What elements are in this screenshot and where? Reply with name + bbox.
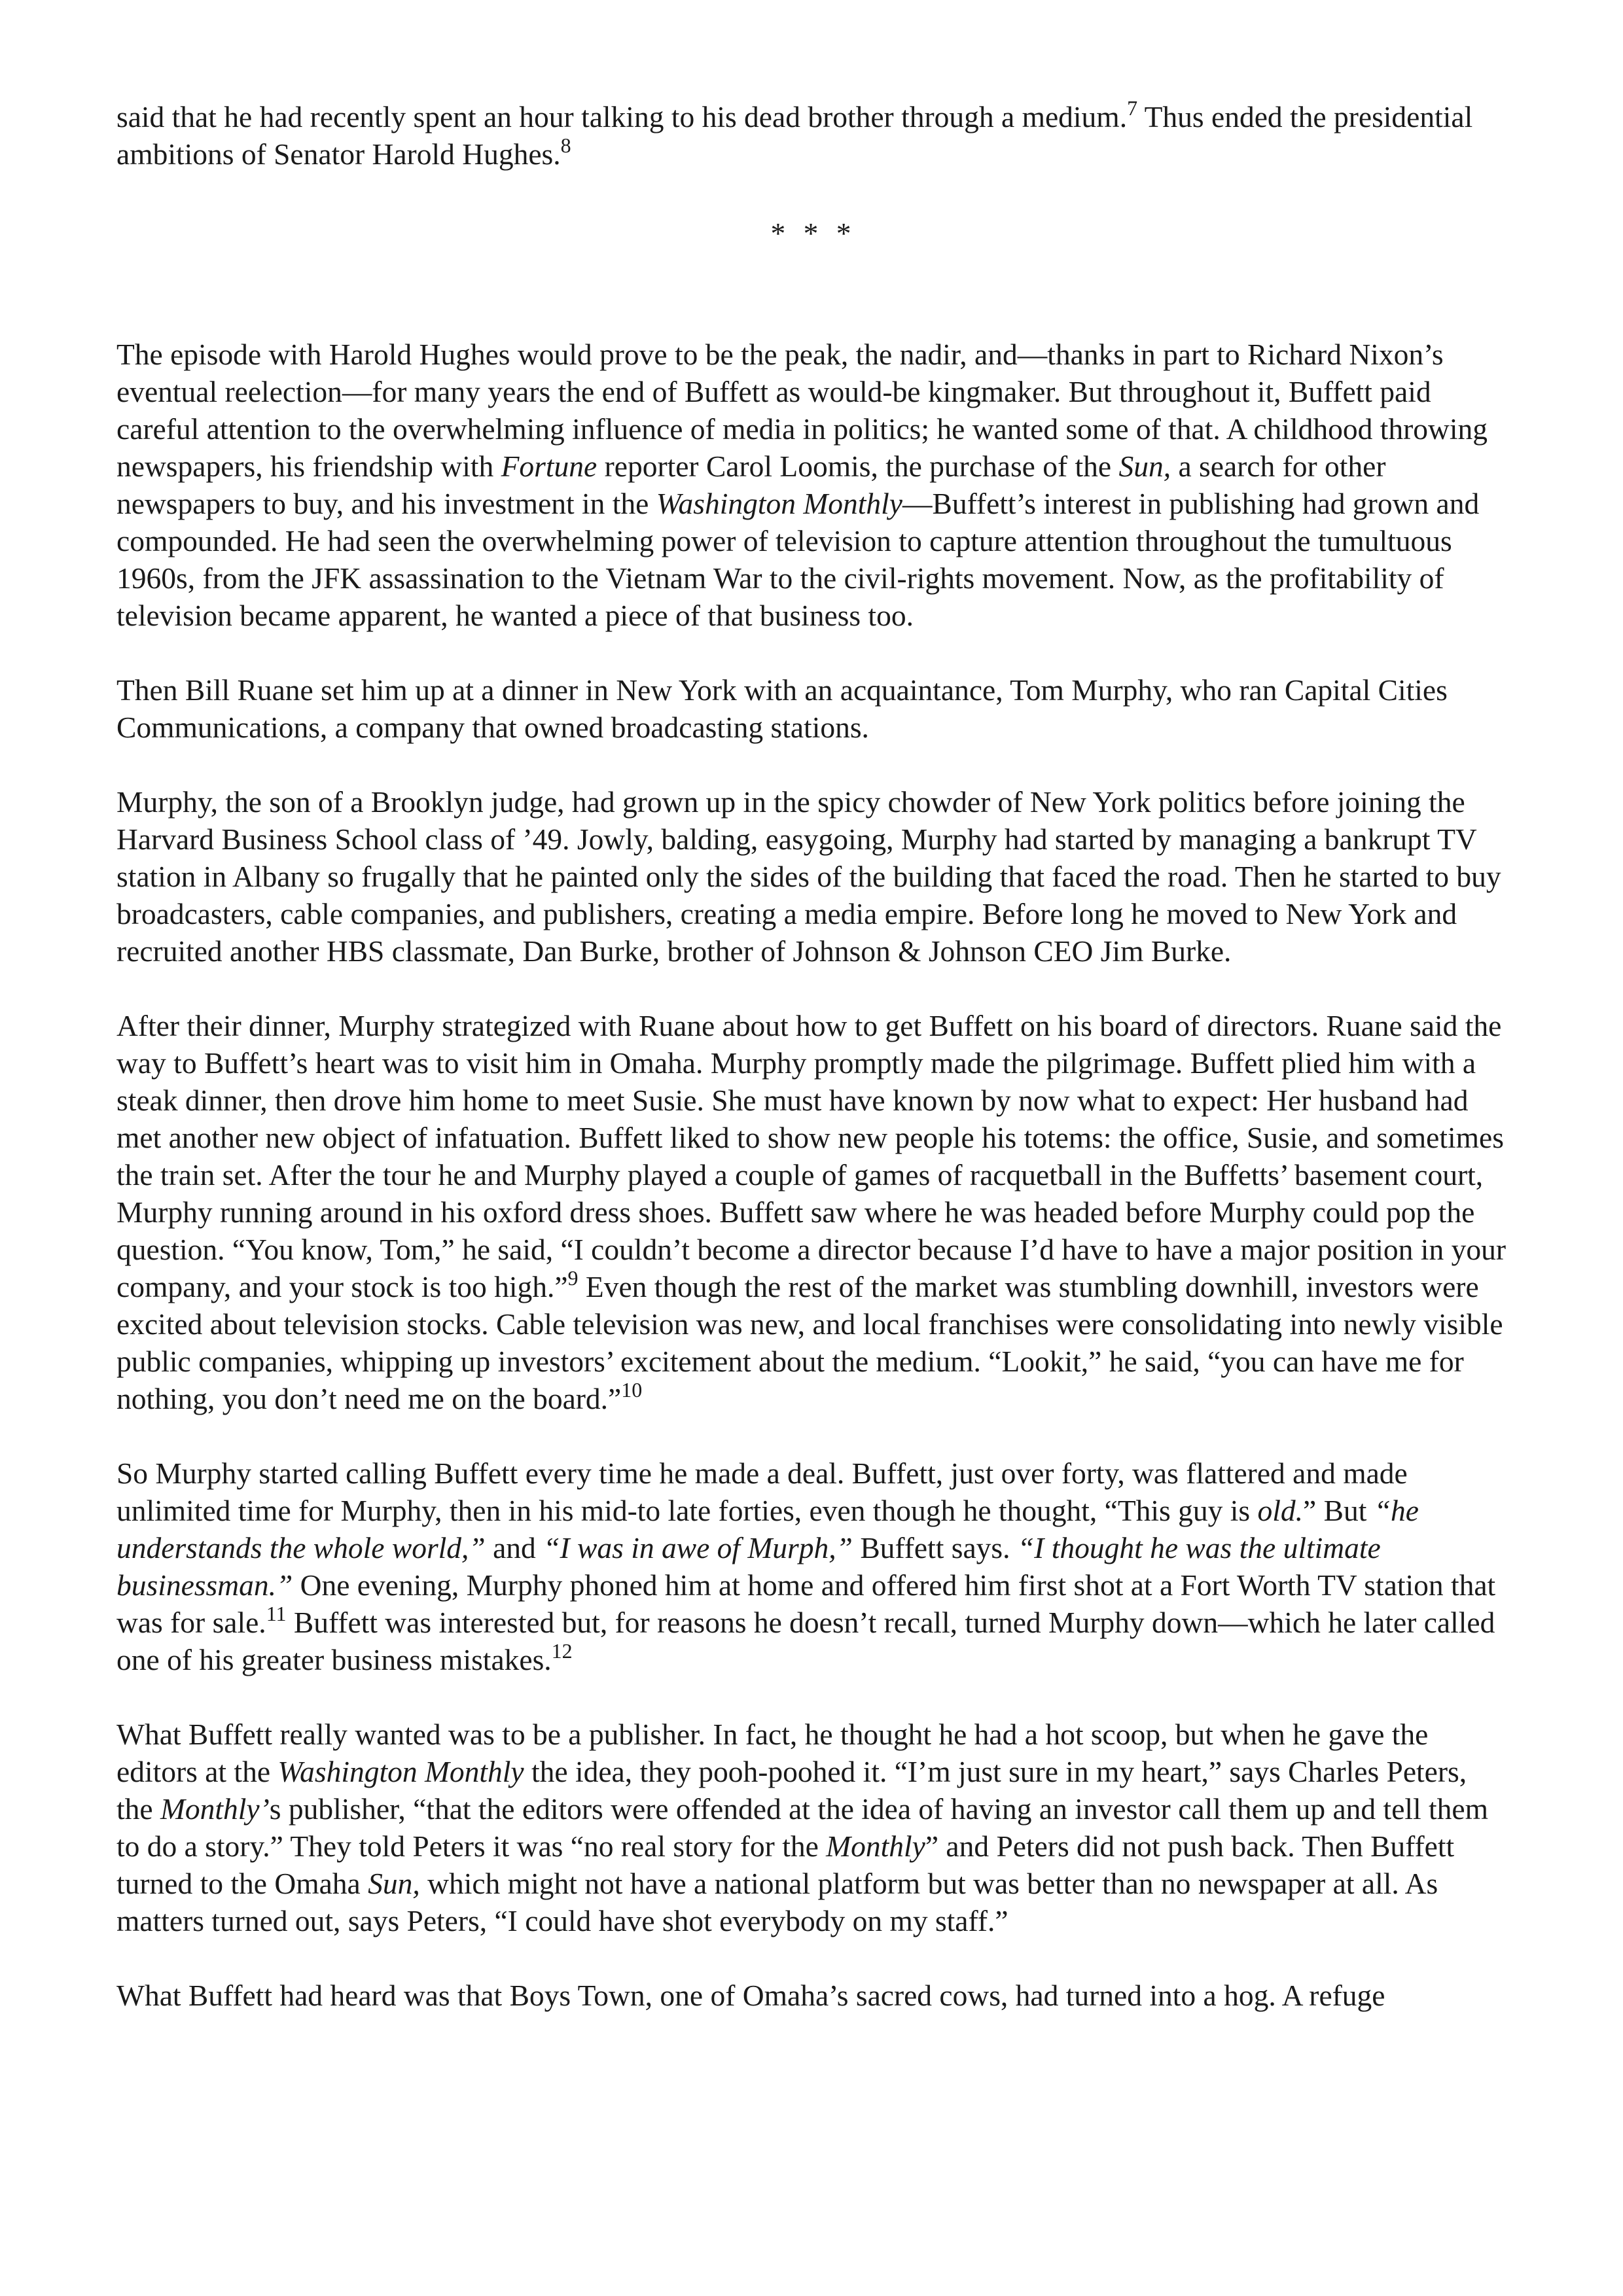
text-run: ” But <box>1303 1494 1374 1527</box>
footnote-ref: 10 <box>621 1377 643 1402</box>
footnote-ref: 7 <box>1127 96 1138 120</box>
paragraph-8 <box>116 1977 1510 2014</box>
italic-text: Monthly’ <box>160 1792 270 1826</box>
paragraph-3 <box>116 671 1510 746</box>
paragraph-6 <box>116 1455 1510 1678</box>
text-run: —Buffett’s interest in publishing had grown and compounded. He had seen the overwhelming power of television to capture attention throughout the tumultuous 1960s, from the JFK assassination to the Vietnam War to the civil-rights movement. Now, as the profitability of television became apparent, he wanted a piece of that business too. <box>116 487 1480 632</box>
italic-text: Fortune <box>501 450 597 483</box>
text-run: a search for other newspapers to buy, and his investment in the <box>116 450 1386 520</box>
text-run: said that he had recently spent an hour talking to his dead brother through a medium. <box>116 100 1128 133</box>
italic-text: “I thought he was the ultimate businessman.” <box>116 1531 1381 1602</box>
footnote-ref: 9 <box>567 1265 579 1290</box>
text-run: Buffett was interested but, for reasons he doesn’t recall, turned Murphy down—which he later called one of his greater business mistakes. <box>116 1606 1495 1676</box>
italic-text: Sun, <box>1118 450 1171 483</box>
paragraph-2 <box>116 336 1510 634</box>
text-run: What Buffett really wanted was to be a publisher. In fact, he thought he had a hot scoop, but when he gave the editors at the <box>116 1718 1429 1788</box>
italic-text: old. <box>1257 1494 1304 1527</box>
text-run: What Buffett had heard was that Boys Town, one of Omaha’s sacred cows, had turned into a hog. A refuge <box>116 1979 1385 2012</box>
text-run: One evening, Murphy phoned him at home and offered him first shot at a Fort Worth TV station that was for sale. <box>116 1568 1496 1639</box>
paragraph-4 <box>116 783 1510 970</box>
text-run: the idea, they pooh-poohed it. “I’m just sure in my heart,” says Charles Peters, the <box>116 1755 1467 1826</box>
italic-text: Washington Monthly <box>656 487 902 520</box>
text-run: reporter Carol Loomis, the purchase of the <box>597 450 1119 483</box>
footnote-ref: 11 <box>266 1601 287 1625</box>
italic-text: Sun, <box>368 1867 420 1900</box>
section-separator: * * * <box>770 217 857 250</box>
text-run: which might not have a national platform but was better than no newspaper at all. As matters turned out, says Peters, “I could have shot everybody on my staff.” <box>116 1867 1438 1937</box>
text-run: s publisher, “that the editors were offended at the idea of having an investor call them up and tell them to do a story.” They told Peters it was “no real story for the <box>116 1792 1489 1863</box>
footnote-ref: 12 <box>551 1638 573 1663</box>
text-run: Even though the rest of the market was stumbling downhill, investors were excited about television stocks. Cable television was new, and local franchises were consolidating into newly visible public companies, whipping up investors’ excitement about the medium. “Lookit,” he said, “you can have me for nothing, you don’t need me on the board.” <box>116 1270 1503 1415</box>
text-run: The episode with Harold Hughes would prove to be the peak, the nadir, and—thanks in part to Richard Nixon’s eventual reelection—for many years the end of Buffett as would-be kingmaker. But throughout it, Buffett paid careful attention to the overwhelming influence of media in politics; he wanted some of that. A childhood throwing newspapers, his friendship with <box>116 338 1488 483</box>
paragraph-7 <box>116 1716 1510 1939</box>
document-page <box>116 98 1510 2014</box>
text-run: Thus ended the presidential ambitions of Senator Harold Hughes. <box>116 100 1473 171</box>
italic-text: “I was in awe of Murph,” <box>543 1531 853 1564</box>
text-run: ” and Peters did not push back. Then Buffett turned to the Omaha <box>116 1829 1455 1900</box>
footnote-ref: 8 <box>560 133 571 157</box>
italic-text: “he understands the whole world,” <box>116 1494 1419 1564</box>
paragraph-1 <box>116 98 1510 173</box>
text-run: and <box>485 1531 544 1564</box>
text-run: Then Bill Ruane set him up at a dinner in New York with an acquaintance, Tom Murphy, who ran Capital Cities Communications, a company that owned broadcasting stations. <box>116 673 1448 744</box>
text-run: Buffett says. <box>852 1531 1018 1564</box>
text-run: After their dinner, Murphy strategized with Ruane about how to get Buffett on his board of directors. Ruane said the way to Buffett’s heart was to visit him in Omaha. Murphy promptly made the pilgrimage. Buffett plied him with a steak dinner, then drove him home to meet Susie. She must have known by now what to expect: Her husband had met another new object of infatuation. Buffett liked to show new people his totems: the office, Susie, and sometimes the train set. After the tour he and Murphy played a couple of games of racquetball in the Buffetts’ basement court, Murphy running around in his oxford dress shoes. Buffett saw where he was headed before Murphy could pop the question. “You know, Tom,” he said, “I couldn’t become a director because I’d have to have a major position in your company, and your stock is too high.” <box>116 1009 1506 1303</box>
italic-text: Washington Monthly <box>277 1755 524 1788</box>
text-run: Murphy, the son of a Brooklyn judge, had grown up in the spicy chowder of New York politics before joining the Harvard Business School class of ’49. Jowly, balding, easygoing, Murphy had started by managing a bankrupt TV station in Albany so frugally that he painted only the sides of the building that faced the road. Then he started to buy broadcasters, cable companies, and publishers, creating a media empire. Before long he moved to New York and recruited another HBS classmate, Dan Burke, brother of Johnson & Johnson CEO Jim Burke. <box>116 785 1501 968</box>
italic-text: Monthly <box>826 1829 925 1863</box>
text-run: So Murphy started calling Buffett every time he made a deal. Buffett, just over forty, was flattered and made unlimited time for Murphy, then in his mid-to late forties, even though he thought, “This guy is <box>116 1457 1408 1527</box>
paragraph-5 <box>116 1007 1510 1417</box>
